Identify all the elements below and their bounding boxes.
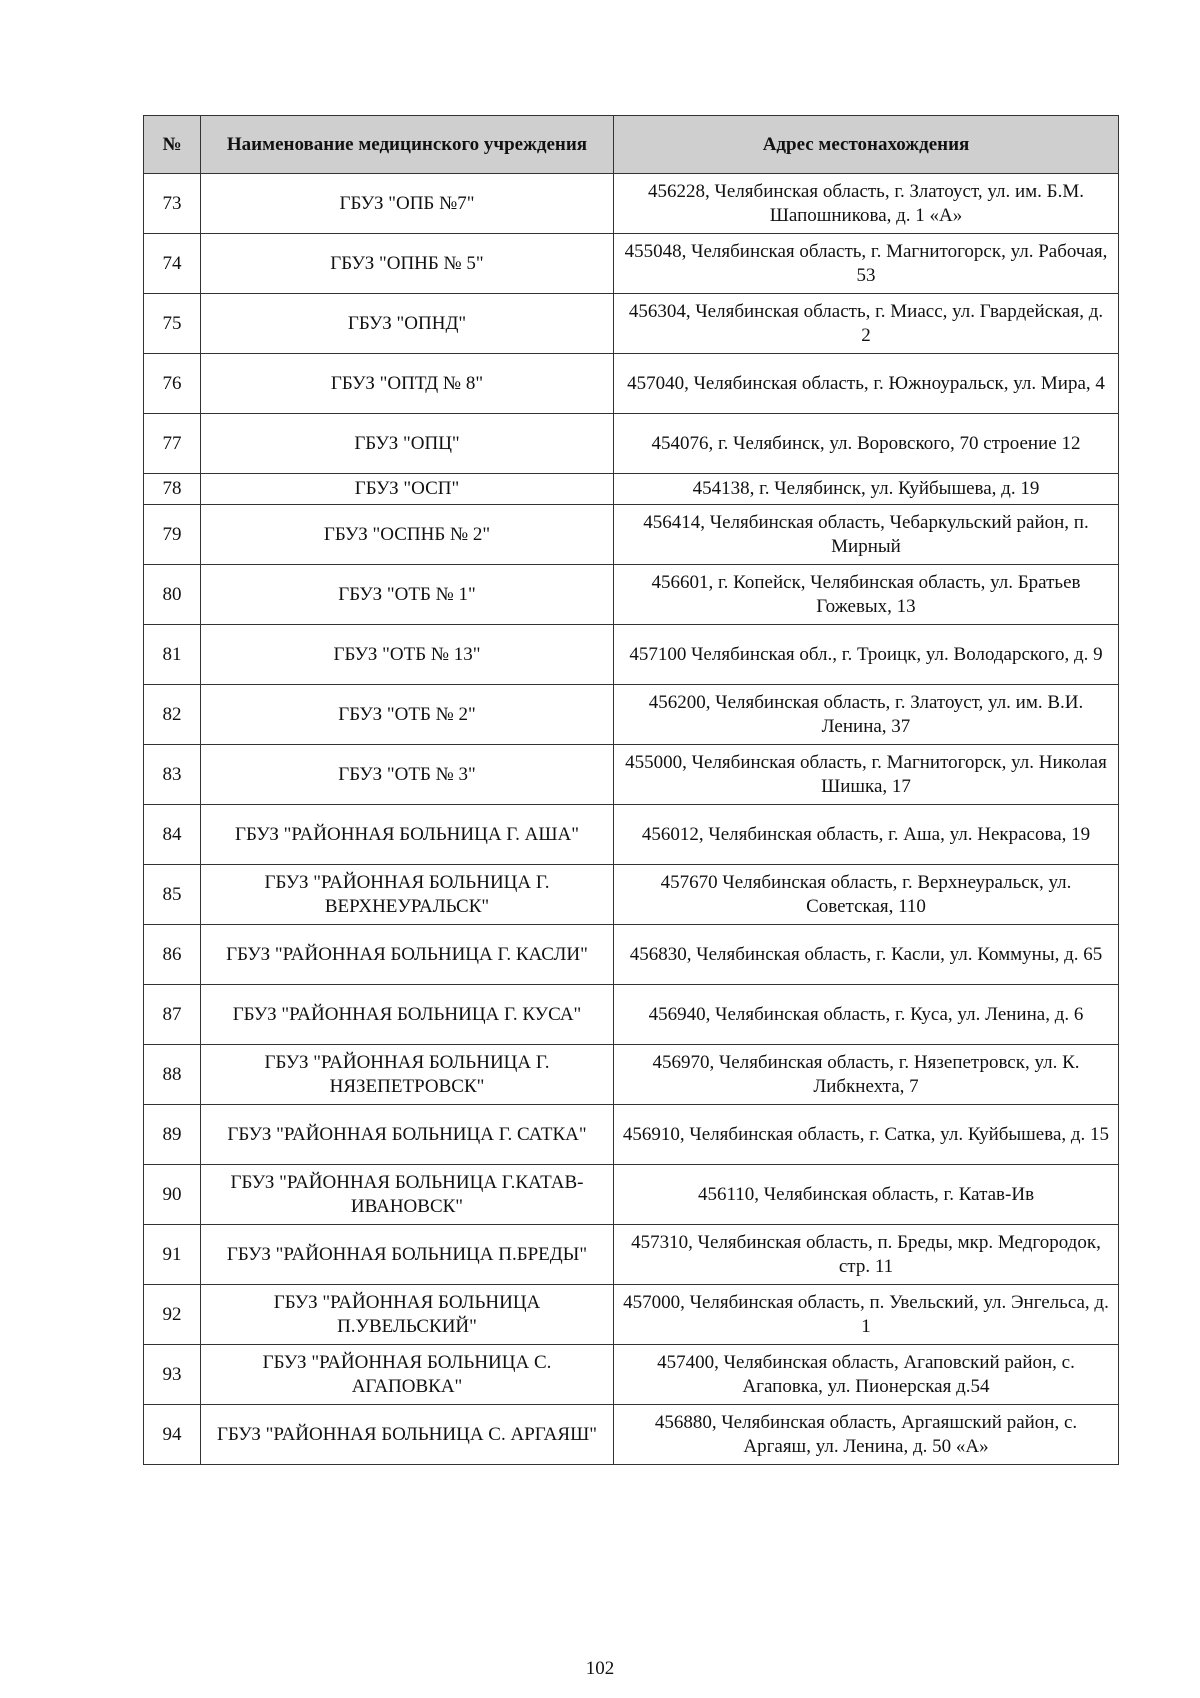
institution-name: ГБУЗ "РАЙОННАЯ БОЛЬНИЦА Г. КУСА" <box>201 985 614 1045</box>
institution-address: 457670 Челябинская область, г. Верхнеуральск, ул. Советская, 110 <box>614 865 1119 925</box>
row-number: 82 <box>144 685 201 745</box>
table-row <box>144 1105 1119 1165</box>
institution-address: 456970, Челябинская область, г. Нязепетровск, ул. К. Либкнехта, 7 <box>614 1045 1119 1105</box>
institution-name: ГБУЗ "ОТБ № 2" <box>201 685 614 745</box>
row-number: 74 <box>144 234 201 294</box>
institution-name: ГБУЗ "РАЙОННАЯ БОЛЬНИЦА Г. НЯЗЕПЕТРОВСК" <box>201 1045 614 1105</box>
institution-address: 456910, Челябинская область, г. Сатка, ул. Куйбышева, д. 15 <box>614 1105 1119 1165</box>
table-row <box>144 1345 1119 1405</box>
table-row <box>144 1405 1119 1465</box>
institution-name: ГБУЗ "ОСП" <box>201 474 614 505</box>
table-row <box>144 625 1119 685</box>
institution-name: ГБУЗ "ОТБ № 1" <box>201 565 614 625</box>
table-row <box>144 925 1119 985</box>
medical-institutions-table <box>143 115 1119 1465</box>
table-row <box>144 1165 1119 1225</box>
table-row <box>144 294 1119 354</box>
institution-name: ГБУЗ "РАЙОННАЯ БОЛЬНИЦА Г. ВЕРХНЕУРАЛЬСК" <box>201 865 614 925</box>
table-row <box>144 865 1119 925</box>
page-number: 102 <box>585 1658 615 1679</box>
institution-name: ГБУЗ "ОСПНБ № 2" <box>201 505 614 565</box>
institution-name: ГБУЗ "ОПЦ" <box>201 414 614 474</box>
row-number: 79 <box>144 505 201 565</box>
institution-address: 456228, Челябинская область, г. Златоуст, ул. им. Б.М. Шапошникова, д. 1 «А» <box>614 174 1119 234</box>
table-row <box>144 565 1119 625</box>
table-row <box>144 745 1119 805</box>
row-number: 92 <box>144 1285 201 1345</box>
institution-name: ГБУЗ "ОПБ №7" <box>201 174 614 234</box>
institution-name: ГБУЗ "ОТБ № 13" <box>201 625 614 685</box>
row-number: 78 <box>144 474 201 505</box>
table-header-row <box>144 116 1119 174</box>
table-row <box>144 354 1119 414</box>
row-number: 87 <box>144 985 201 1045</box>
row-number: 85 <box>144 865 201 925</box>
row-number: 86 <box>144 925 201 985</box>
header-number: № <box>144 116 201 174</box>
row-number: 84 <box>144 805 201 865</box>
table-row <box>144 805 1119 865</box>
institution-name: ГБУЗ "РАЙОННАЯ БОЛЬНИЦА С. АРГАЯШ" <box>201 1405 614 1465</box>
row-number: 94 <box>144 1405 201 1465</box>
institution-name: ГБУЗ "РАЙОННАЯ БОЛЬНИЦА Г. САТКА" <box>201 1105 614 1165</box>
row-number: 76 <box>144 354 201 414</box>
institution-address: 456200, Челябинская область, г. Златоуст, ул. им. В.И. Ленина, 37 <box>614 685 1119 745</box>
institution-address: 455048, Челябинская область, г. Магнитогорск, ул. Рабочая, 53 <box>614 234 1119 294</box>
institution-name: ГБУЗ "РАЙОННАЯ БОЛЬНИЦА П.БРЕДЫ" <box>201 1225 614 1285</box>
row-number: 83 <box>144 745 201 805</box>
institution-address: 457100 Челябинская обл., г. Троицк, ул. Володарского, д. 9 <box>614 625 1119 685</box>
institution-address: 456601, г. Копейск, Челябинская область, ул. Братьев Гожевых, 13 <box>614 565 1119 625</box>
row-number: 93 <box>144 1345 201 1405</box>
institution-address: 456830, Челябинская область, г. Касли, ул. Коммуны, д. 65 <box>614 925 1119 985</box>
table-row <box>144 174 1119 234</box>
institution-address: 457040, Челябинская область, г. Южноуральск, ул. Мира, 4 <box>614 354 1119 414</box>
institution-name: ГБУЗ "ОПНД" <box>201 294 614 354</box>
row-number: 80 <box>144 565 201 625</box>
institution-name: ГБУЗ "РАЙОННАЯ БОЛЬНИЦА Г. КАСЛИ" <box>201 925 614 985</box>
institution-name: ГБУЗ "ОПНБ № 5" <box>201 234 614 294</box>
institution-address: 456880, Челябинская область, Аргаяшский район, с. Аргаяш, ул. Ленина, д. 50 «А» <box>614 1405 1119 1465</box>
table-row <box>144 1285 1119 1345</box>
institution-address: 456304, Челябинская область, г. Миасс, ул. Гвардейская, д. 2 <box>614 294 1119 354</box>
institution-address: 456414, Челябинская область, Чебаркульский район, п. Мирный <box>614 505 1119 565</box>
institution-name: ГБУЗ "РАЙОННАЯ БОЛЬНИЦА С. АГАПОВКА" <box>201 1345 614 1405</box>
row-number: 75 <box>144 294 201 354</box>
row-number: 89 <box>144 1105 201 1165</box>
table-row <box>144 505 1119 565</box>
institution-name: ГБУЗ "РАЙОННАЯ БОЛЬНИЦА П.УВЕЛЬСКИЙ" <box>201 1285 614 1345</box>
institution-address: 454138, г. Челябинск, ул. Куйбышева, д. 19 <box>614 474 1119 505</box>
row-number: 90 <box>144 1165 201 1225</box>
table-row <box>144 414 1119 474</box>
table-row <box>144 234 1119 294</box>
row-number: 73 <box>144 174 201 234</box>
row-number: 77 <box>144 414 201 474</box>
institution-name: ГБУЗ "РАЙОННАЯ БОЛЬНИЦА Г. АША" <box>201 805 614 865</box>
institution-address: 457000, Челябинская область, п. Увельский, ул. Энгельса, д. 1 <box>614 1285 1119 1345</box>
row-number: 91 <box>144 1225 201 1285</box>
institution-address: 456940, Челябинская область, г. Куса, ул. Ленина, д. 6 <box>614 985 1119 1045</box>
institution-address: 454076, г. Челябинск, ул. Воровского, 70 строение 12 <box>614 414 1119 474</box>
institution-name: ГБУЗ "ОПТД № 8" <box>201 354 614 414</box>
institution-address: 457400, Челябинская область, Агаповский район, с. Агаповка, ул. Пионерская д.54 <box>614 1345 1119 1405</box>
table-row <box>144 1045 1119 1105</box>
institution-name: ГБУЗ "ОТБ № 3" <box>201 745 614 805</box>
institution-address: 455000, Челябинская область, г. Магнитогорск, ул. Николая Шишка, 17 <box>614 745 1119 805</box>
header-address: Адрес местонахождения <box>614 116 1119 174</box>
table-row <box>144 985 1119 1045</box>
institution-address: 456012, Челябинская область, г. Аша, ул. Некрасова, 19 <box>614 805 1119 865</box>
row-number: 81 <box>144 625 201 685</box>
institution-address: 456110, Челябинская область, г. Катав-Ив <box>614 1165 1119 1225</box>
table-row <box>144 685 1119 745</box>
table-row <box>144 474 1119 505</box>
table-row <box>144 1225 1119 1285</box>
institution-address: 457310, Челябинская область, п. Бреды, мкр. Медгородок, стр. 11 <box>614 1225 1119 1285</box>
row-number: 88 <box>144 1045 201 1105</box>
header-institution-name: Наименование медицинского учреждения <box>201 116 614 174</box>
institution-name: ГБУЗ "РАЙОННАЯ БОЛЬНИЦА Г.КАТАВ-ИВАНОВСК" <box>201 1165 614 1225</box>
